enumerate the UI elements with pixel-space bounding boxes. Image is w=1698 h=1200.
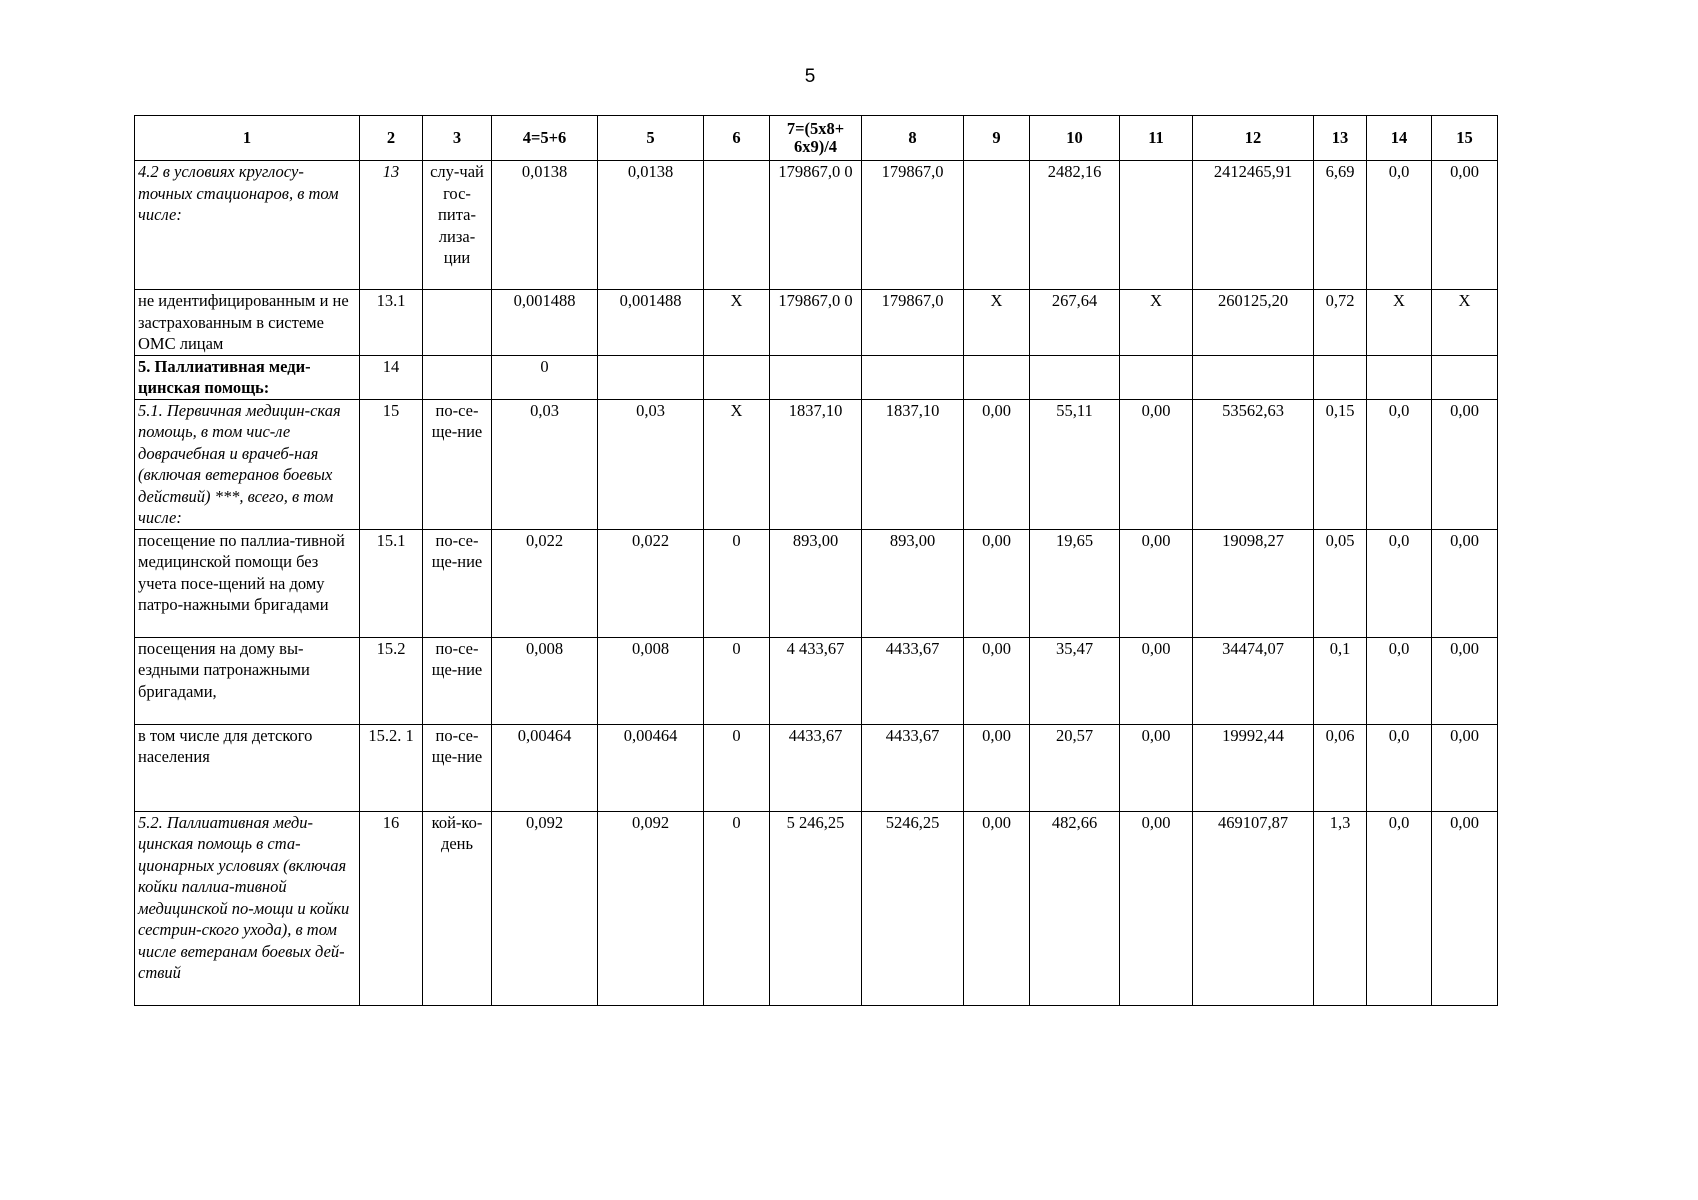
unit-cell — [423, 290, 492, 356]
column-header-13: 13 — [1314, 116, 1367, 161]
column-header-12: 12 — [1193, 116, 1314, 161]
row-number: 15.2. 1 — [360, 724, 423, 811]
table-cell — [1120, 161, 1193, 290]
table-cell — [598, 355, 704, 399]
table-cell: 0,022 — [492, 529, 598, 637]
table-cell: 0,0 — [1367, 811, 1432, 1005]
table-cell: 0,0138 — [492, 161, 598, 290]
table-row — [135, 399, 1498, 529]
unit-cell: слу-чай гос-пита-лиза-ции — [423, 161, 492, 290]
table-cell: 0,092 — [492, 811, 598, 1005]
table-cell: 179867,0 0 — [770, 161, 862, 290]
table-row — [135, 724, 1498, 811]
row-number: 14 — [360, 355, 423, 399]
table-cell: 0,00 — [1432, 161, 1498, 290]
row-number: 13.1 — [360, 290, 423, 356]
table-cell: 20,57 — [1030, 724, 1120, 811]
table-cell: 0,0138 — [598, 161, 704, 290]
table-cell: 4433,67 — [770, 724, 862, 811]
table-cell: 0,00 — [1120, 637, 1193, 724]
table-cell: 0 — [492, 355, 598, 399]
column-header-4: 4=5+6 — [492, 116, 598, 161]
table-cell: 0,001488 — [492, 290, 598, 356]
table-cell: 4 433,67 — [770, 637, 862, 724]
table-cell: 1837,10 — [770, 399, 862, 529]
table-cell: 53562,63 — [1193, 399, 1314, 529]
column-header-10: 10 — [1030, 116, 1120, 161]
table-cell: 0,00 — [964, 399, 1030, 529]
column-header-15: 15 — [1432, 116, 1498, 161]
table-cell: 5 246,25 — [770, 811, 862, 1005]
table-cell: 4433,67 — [862, 637, 964, 724]
table-cell — [1367, 355, 1432, 399]
column-header-5: 5 — [598, 116, 704, 161]
table-cell: 0,008 — [492, 637, 598, 724]
table-cell: 1837,10 — [862, 399, 964, 529]
header-row — [135, 116, 1498, 161]
table-cell: 0,00464 — [598, 724, 704, 811]
table-cell: Х — [1367, 290, 1432, 356]
row-number: 16 — [360, 811, 423, 1005]
table-cell: 1,3 — [1314, 811, 1367, 1005]
table-cell — [862, 355, 964, 399]
table-cell: 469107,87 — [1193, 811, 1314, 1005]
table-cell: 179867,0 0 — [770, 290, 862, 356]
table-cell: 6,69 — [1314, 161, 1367, 290]
table-cell — [964, 355, 1030, 399]
table-row — [135, 355, 1498, 399]
table-cell: 55,11 — [1030, 399, 1120, 529]
table-cell: 0,00 — [964, 637, 1030, 724]
table-cell: 893,00 — [770, 529, 862, 637]
table-cell — [1120, 355, 1193, 399]
table-cell: 0,00 — [1120, 529, 1193, 637]
table-cell — [704, 161, 770, 290]
table-cell: 0,1 — [1314, 637, 1367, 724]
table-cell: 0,008 — [598, 637, 704, 724]
table-cell: 0 — [704, 811, 770, 1005]
column-header-1: 1 — [135, 116, 360, 161]
row-label: посещения на дому вы-ездными патронажными бригадами, — [135, 637, 360, 724]
column-header-7: 7=(5х8+ 6х9)/4 — [770, 116, 862, 161]
page-number: 5 — [804, 66, 816, 87]
table-cell — [1030, 355, 1120, 399]
table-cell — [704, 355, 770, 399]
table-cell: Х — [1120, 290, 1193, 356]
table-cell: 179867,0 — [862, 161, 964, 290]
table-cell: 19098,27 — [1193, 529, 1314, 637]
column-header-3: 3 — [423, 116, 492, 161]
column-header-11: 11 — [1120, 116, 1193, 161]
row-number: 13 — [360, 161, 423, 290]
column-header-9: 9 — [964, 116, 1030, 161]
table-cell: 0,15 — [1314, 399, 1367, 529]
row-label: посещение по паллиа-тивной медицинской помощи без учета посе-щений на дому патро-нажными бригадами — [135, 529, 360, 637]
table-cell: 0,00 — [964, 724, 1030, 811]
medical-care-table — [134, 115, 1498, 1006]
table-cell: 0,00 — [1120, 811, 1193, 1005]
table-cell: 0,00 — [1120, 724, 1193, 811]
table-cell: 0,72 — [1314, 290, 1367, 356]
table-cell: 0,00 — [1432, 811, 1498, 1005]
column-header-14: 14 — [1367, 116, 1432, 161]
table-cell: 893,00 — [862, 529, 964, 637]
row-label: в том числе для детского населения — [135, 724, 360, 811]
table-cell — [964, 161, 1030, 290]
table-cell: 0 — [704, 529, 770, 637]
table-cell: 0 — [704, 724, 770, 811]
table-cell: 0,00 — [1432, 529, 1498, 637]
table-cell: 179867,0 — [862, 290, 964, 356]
unit-cell — [423, 355, 492, 399]
row-number: 15 — [360, 399, 423, 529]
table-cell — [1314, 355, 1367, 399]
row-label: 5. Паллиативная меди-цинская помощь: — [135, 355, 360, 399]
table-cell: 0,00 — [964, 811, 1030, 1005]
table-cell — [1193, 355, 1314, 399]
table-cell: 4433,67 — [862, 724, 964, 811]
table-cell: 0,0 — [1367, 637, 1432, 724]
table-cell: 0,03 — [598, 399, 704, 529]
table-cell: 0,00 — [964, 529, 1030, 637]
table-cell: 5246,25 — [862, 811, 964, 1005]
table-cell: 482,66 — [1030, 811, 1120, 1005]
table-cell: 0,00 — [1432, 637, 1498, 724]
table-cell: 0,06 — [1314, 724, 1367, 811]
table-cell: 0,00 — [1432, 399, 1498, 529]
unit-cell: по-се-ще-ние — [423, 529, 492, 637]
row-label: 4.2 в условиях круглосу-точных стационаров, в том числе: — [135, 161, 360, 290]
table-cell: 0,0 — [1367, 399, 1432, 529]
table-cell: 0,0 — [1367, 161, 1432, 290]
column-header-8: 8 — [862, 116, 964, 161]
table-cell: 267,64 — [1030, 290, 1120, 356]
table-cell: 2482,16 — [1030, 161, 1120, 290]
table-cell: 34474,07 — [1193, 637, 1314, 724]
unit-cell: по-се-ще-ние — [423, 724, 492, 811]
row-label: 5.2. Паллиативная меди-цинская помощь в ста-ционарных условиях (включая койки паллиа-тивной медицинской по-мощи и койки сестрин-ского ухода), в том числе ветеранам боевых дей-ствий — [135, 811, 360, 1005]
table-cell: 0,05 — [1314, 529, 1367, 637]
table-cell: 19992,44 — [1193, 724, 1314, 811]
row-number: 15.2 — [360, 637, 423, 724]
table-cell: 0,03 — [492, 399, 598, 529]
row-label: не идентифицированным и не застрахованным в системе ОМС лицам — [135, 290, 360, 356]
table-row — [135, 637, 1498, 724]
table-cell: 0,0 — [1367, 724, 1432, 811]
table-cell: Х — [1432, 290, 1498, 356]
table-cell: 0,00464 — [492, 724, 598, 811]
table-cell: 0,022 — [598, 529, 704, 637]
unit-cell: по-се-ще-ние — [423, 637, 492, 724]
table-cell: 0,092 — [598, 811, 704, 1005]
table-cell: 0,00 — [1120, 399, 1193, 529]
row-number: 15.1 — [360, 529, 423, 637]
table-cell: Х — [964, 290, 1030, 356]
table-cell: 2412465,91 — [1193, 161, 1314, 290]
unit-cell: кой-ко-день — [423, 811, 492, 1005]
table-cell: 0,00 — [1432, 724, 1498, 811]
table-cell: 0,0 — [1367, 529, 1432, 637]
table-row — [135, 161, 1498, 290]
table-cell — [1432, 355, 1498, 399]
table-cell: 19,65 — [1030, 529, 1120, 637]
table-cell: 35,47 — [1030, 637, 1120, 724]
table-row — [135, 529, 1498, 637]
table-cell: Х — [704, 290, 770, 356]
table-cell: 0 — [704, 637, 770, 724]
table-cell: 0,001488 — [598, 290, 704, 356]
unit-cell: по-се-ще-ние — [423, 399, 492, 529]
table-cell: 260125,20 — [1193, 290, 1314, 356]
table-cell — [770, 355, 862, 399]
table-cell: Х — [704, 399, 770, 529]
column-header-2: 2 — [360, 116, 423, 161]
row-label: 5.1. Первичная медицин-ская помощь, в том чис-ле доврачебная и врачеб-ная (включая ветеранов боевых действий) ***, всего, в том числе: — [135, 399, 360, 529]
table-row — [135, 290, 1498, 356]
table-row — [135, 811, 1498, 1005]
column-header-6: 6 — [704, 116, 770, 161]
